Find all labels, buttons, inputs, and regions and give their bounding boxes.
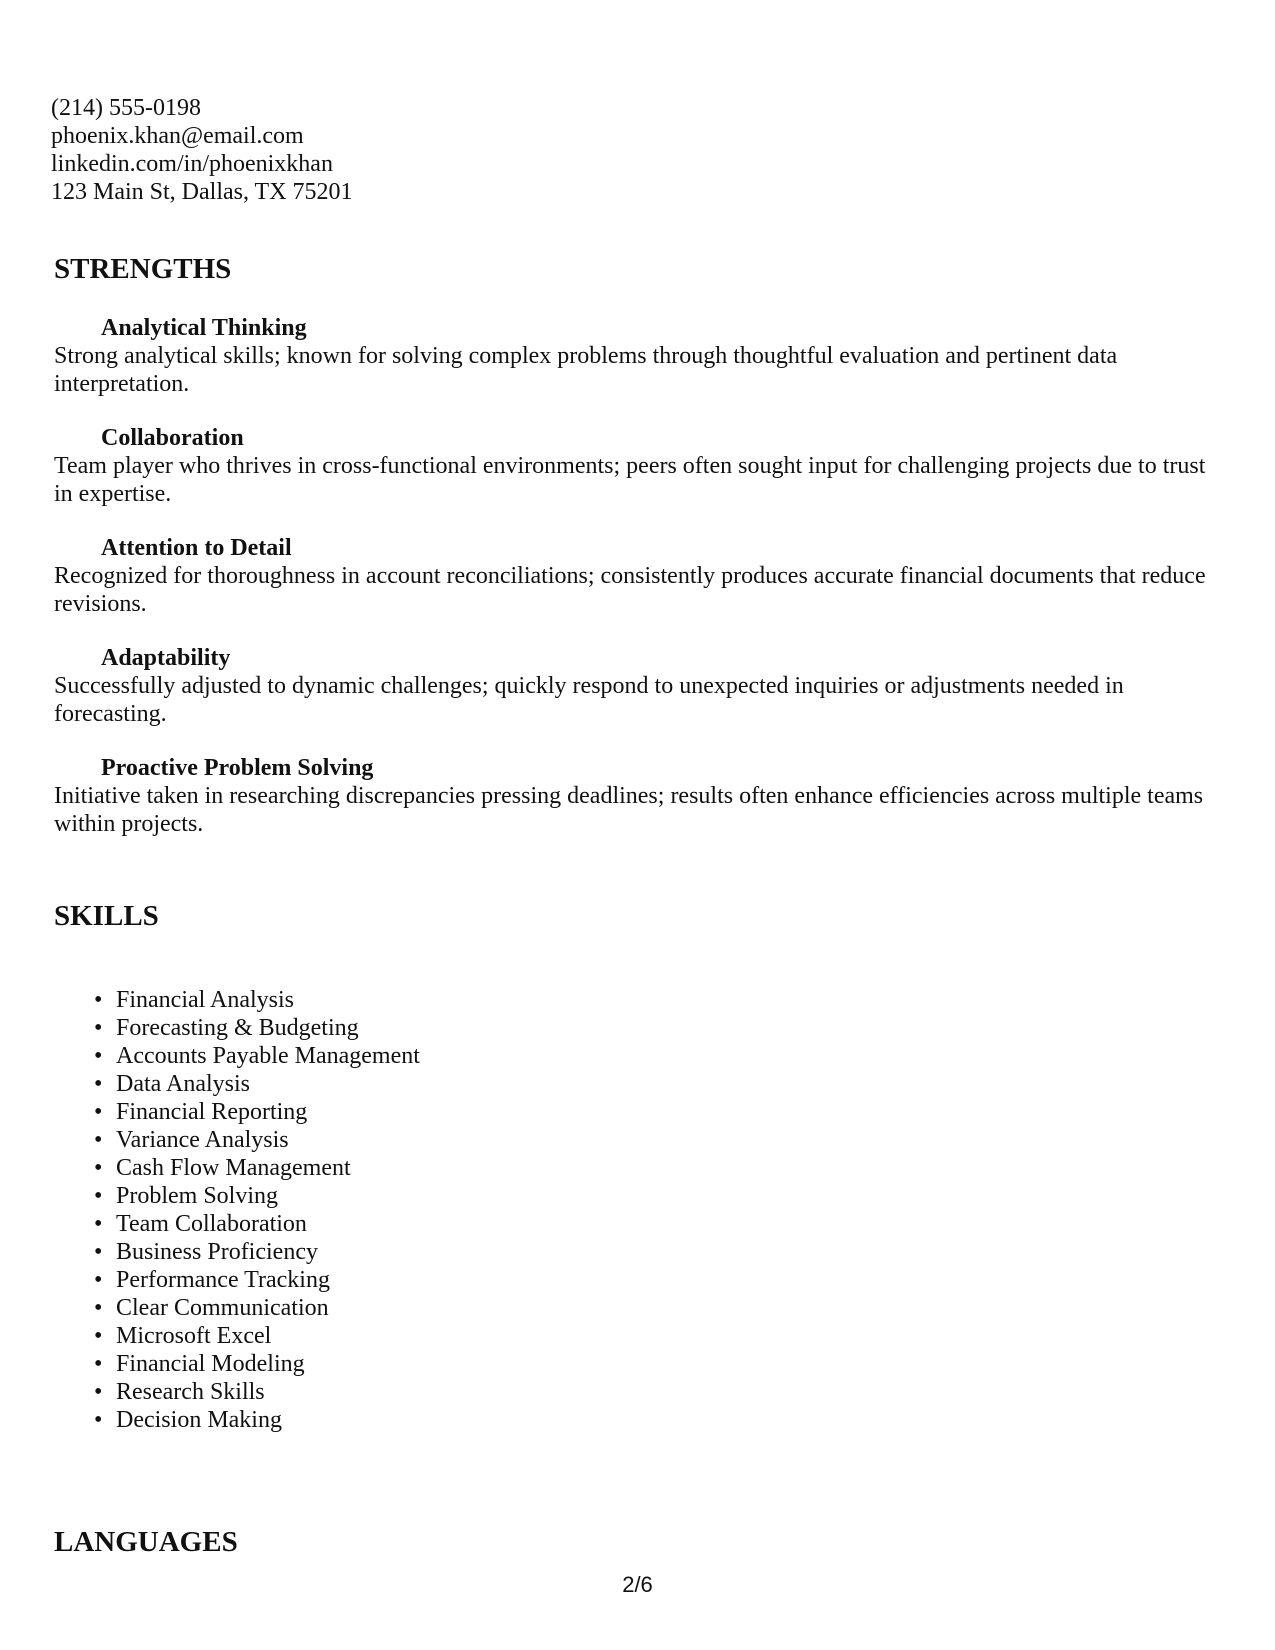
skill-item [88, 1266, 420, 1294]
strength-title: Proactive Problem Solving [101, 755, 374, 781]
bullet-icon: • [94, 1239, 103, 1265]
skill-label: Forecasting & Budgeting [116, 1015, 359, 1041]
skill-item [88, 1378, 420, 1406]
skill-item [88, 986, 420, 1014]
strengths-heading: STRENGTHS [54, 253, 232, 285]
contact-email: phoenix.khan@email.com [51, 123, 304, 149]
bullet-icon: • [94, 1071, 103, 1097]
skill-item [88, 1014, 420, 1042]
page-number: 2/6 [622, 1572, 653, 1597]
strength-description: Successfully adjusted to dynamic challenges; quickly respond to unexpected inquiries or adjustments needed in forecasting. [54, 673, 1124, 727]
skill-label: Clear Communication [116, 1295, 329, 1321]
skill-item [88, 1406, 420, 1434]
strength-description: Strong analytical skills; known for solving complex problems through thoughtful evaluation and pertinent data interpretation. [54, 343, 1118, 397]
strength-description: Initiative taken in researching discrepancies pressing deadlines; results often enhance efficiencies across multiple teams within projects. [54, 783, 1204, 837]
contact-linkedin: linkedin.com/in/phoenixkhan [51, 151, 333, 177]
skill-item [88, 1042, 420, 1070]
skill-item [88, 1210, 420, 1238]
skill-label: Variance Analysis [116, 1127, 289, 1153]
strength-item [54, 314, 1219, 398]
skill-label: Financial Modeling [116, 1351, 305, 1377]
skill-item [88, 1294, 420, 1322]
skill-item [88, 1182, 420, 1210]
skill-item [88, 1098, 420, 1126]
bullet-icon: • [94, 1043, 103, 1069]
skill-item [88, 1322, 420, 1350]
strength-item [54, 644, 1219, 728]
skill-label: Performance Tracking [116, 1267, 330, 1293]
strength-title: Attention to Detail [101, 535, 292, 561]
strength-item [54, 534, 1219, 618]
bullet-icon: • [94, 1099, 103, 1125]
strength-description: Team player who thrives in cross-functional environments; peers often sought input for challenging projects due to trust in expertise. [54, 453, 1206, 507]
strengths-list [54, 314, 1219, 864]
skill-label: Team Collaboration [116, 1211, 307, 1237]
skill-label: Data Analysis [116, 1071, 250, 1097]
bullet-icon: • [94, 1183, 103, 1209]
bullet-icon: • [94, 987, 103, 1013]
skill-item [88, 1350, 420, 1378]
bullet-icon: • [94, 1155, 103, 1181]
strength-title: Analytical Thinking [101, 315, 307, 341]
bullet-icon: • [94, 1267, 103, 1293]
skill-label: Decision Making [116, 1407, 282, 1433]
languages-heading: LANGUAGES [54, 1526, 238, 1558]
bullet-icon: • [94, 1351, 103, 1377]
bullet-icon: • [94, 1407, 103, 1433]
skill-label: Cash Flow Management [116, 1155, 351, 1181]
skill-item [88, 1126, 420, 1154]
skill-item [88, 1070, 420, 1098]
strength-description: Recognized for thoroughness in account reconciliations; consistently produces accurate financial documents that reduce revisions. [54, 563, 1206, 617]
strength-title: Adaptability [101, 645, 231, 671]
skill-item [88, 1238, 420, 1266]
bullet-icon: • [94, 1127, 103, 1153]
bullet-icon: • [94, 1211, 103, 1237]
skill-label: Financial Analysis [116, 987, 294, 1013]
bullet-icon: • [94, 1295, 103, 1321]
strength-item [54, 424, 1219, 508]
contact-block [51, 94, 353, 206]
skill-label: Financial Reporting [116, 1099, 308, 1125]
bullet-icon: • [94, 1015, 103, 1041]
strength-item [54, 754, 1219, 838]
skill-label: Microsoft Excel [116, 1323, 272, 1349]
skill-label: Research Skills [116, 1379, 265, 1405]
skills-list [88, 986, 420, 1434]
skill-item [88, 1154, 420, 1182]
bullet-icon: • [94, 1323, 103, 1349]
skill-label: Problem Solving [116, 1183, 279, 1209]
skills-heading: SKILLS [54, 900, 159, 932]
strength-title: Collaboration [101, 425, 244, 451]
skill-label: Business Proficiency [116, 1239, 318, 1265]
contact-address: 123 Main St, Dallas, TX 75201 [51, 179, 353, 205]
contact-phone: (214) 555-0198 [51, 95, 201, 121]
bullet-icon: • [94, 1379, 103, 1405]
skill-label: Accounts Payable Management [116, 1043, 420, 1069]
